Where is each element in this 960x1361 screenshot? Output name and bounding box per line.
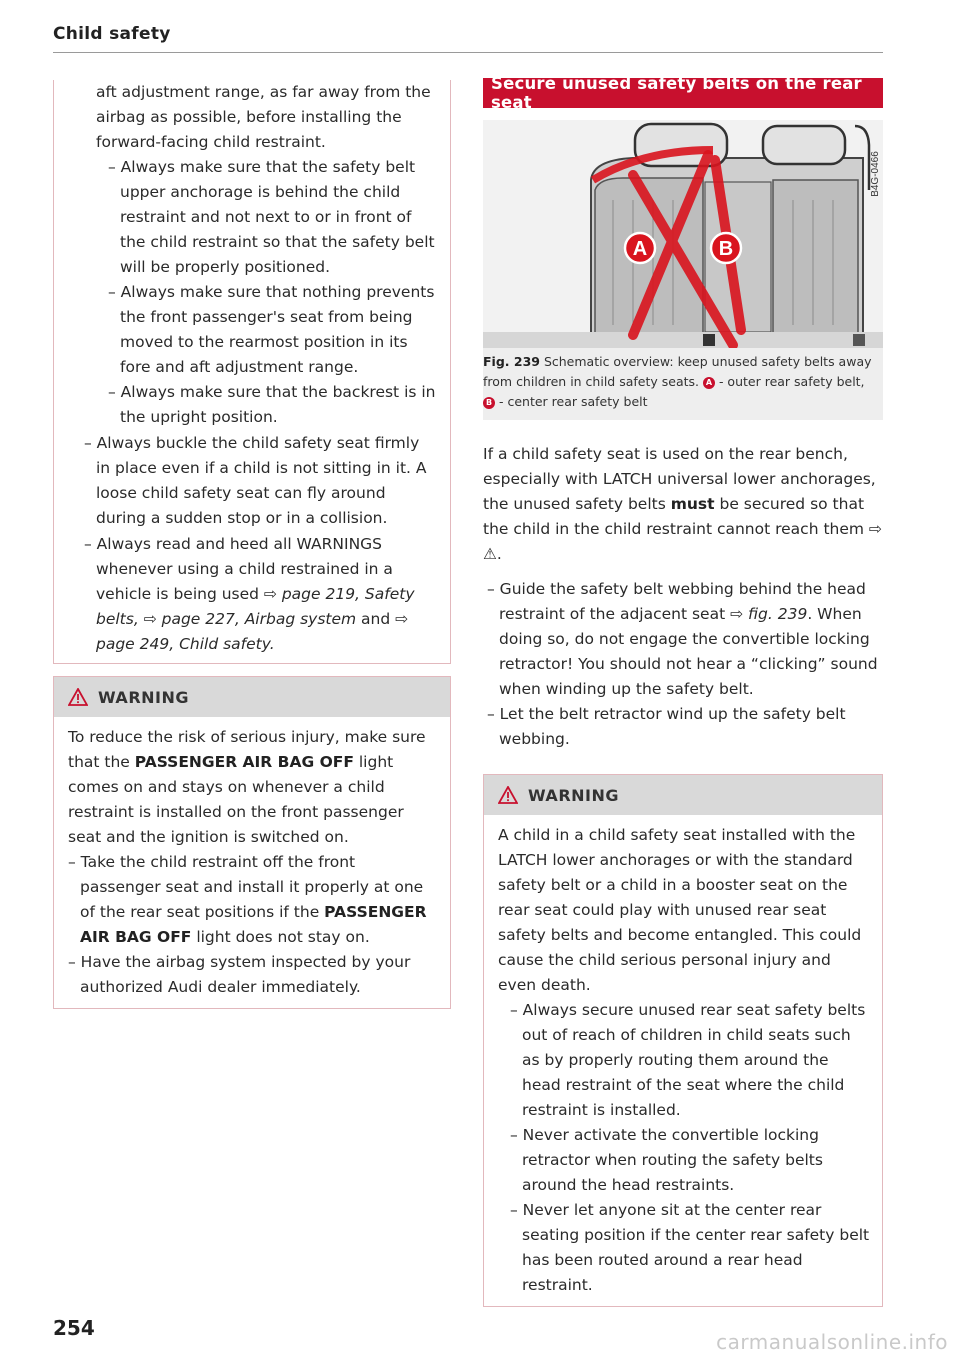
warning-bullet-locking-retractor: – Never activate the convertible locking retractor when routing the safety belts around the head restraints. xyxy=(510,1126,823,1194)
left-column xyxy=(53,80,451,1009)
warning-bullet-move-restraint: – Take the child restraint off the front passenger seat and install it properly at one of the rear seat positions if the PASSENGER AIR BAG OFF light does not stay on. xyxy=(68,853,427,946)
sub-bullet-upper-anchorage: – Always make sure that the safety belt upper anchorage is behind the child restraint and not next to or in front of the child restraint so that the safety belt will be properly positioned. xyxy=(108,158,435,276)
figure-marker-a: A xyxy=(632,238,648,260)
watermark: carmanualsonline.info xyxy=(716,1330,948,1354)
bullet-guide-webbing: – Guide the safety belt webbing behind the head restraint of the adjacent seat ⇨ fig. 239. When doing so, do not engage the convertible locking retractor! You should not hear a “clicking” sound when winding up the safety belt. xyxy=(487,580,878,698)
warning-label: WARNING xyxy=(98,687,189,707)
bullet-buckle-seat: – Always buckle the child safety seat firmly in place even if a child is not sitting in it. A loose child safety seat can fly around during a sudden stop or in a collision. xyxy=(84,434,427,527)
sub-bullet-seat-position: – Always make sure that nothing prevents the front passenger's seat from being moved to the rearmost position in its fore and aft adjustment range. xyxy=(108,283,435,376)
continued-paragraph: aft adjustment range, as far away from the airbag as possible, before installing the forward-facing child restraint. xyxy=(96,83,431,151)
warning-bullet-secure-belts: – Always secure unused rear seat safety belts out of reach of children in child seats such as by properly routing them around the head restraint of the seat where the child restraint is installed. xyxy=(510,1001,866,1119)
xref-safety-belts[interactable]: ⇨ page 219, Safety belts, xyxy=(96,585,415,628)
warning-paragraph: To reduce the risk of serious injury, make sure that the PASSENGER AIR BAG OFF light comes on and stays on whenever a child restraint is installed on the front passenger seat and the ignition is switched on. xyxy=(68,728,426,846)
page-number: 254 xyxy=(53,1316,95,1340)
section-title: Secure unused safety belts on the rear seat xyxy=(483,78,883,108)
figure-code: B4G-0466 xyxy=(870,151,881,197)
figure-caption: Fig. 239 Schematic overview: keep unused safety belts away from children in child safety seats. A - outer rear safety belt, B - center rear safety belt xyxy=(483,354,872,409)
warning-bullet-center-seat: – Never let anyone sit at the center rear seating position if the center rear safety belt has been routed around a rear head restraint. xyxy=(510,1201,870,1294)
bullet-read-warnings: – Always read and heed all WARNINGS whenever using a child restrained in a vehicle is being used ⇨ page 219, Safety belts, ⇨ page 227, Airbag system and ⇨ page 249, Child safety. xyxy=(84,535,415,653)
warning-triangle-icon xyxy=(498,786,518,804)
caption-marker-b: B xyxy=(483,397,495,409)
warning-triangle-icon xyxy=(68,688,88,706)
xref-child-safety[interactable]: ⇨ page 249, Child safety. xyxy=(96,610,409,653)
rear-seat-belt-illustration xyxy=(483,120,883,348)
header-rule xyxy=(53,52,883,53)
body-paragraph: If a child safety seat is used on the rear bench, especially with LATCH universal lower anchorages, the unused safety belts must be secured so that the child in the child restraint cannot reach them ⇨ ⚠. xyxy=(483,445,882,563)
figure-239 xyxy=(483,120,883,420)
continued-box xyxy=(53,80,451,664)
warning-box-airbag xyxy=(53,676,451,1009)
caption-marker-a: A xyxy=(703,377,715,389)
warning-header xyxy=(54,677,450,717)
warning-bullet-inspect: – Have the airbag system inspected by your authorized Audi dealer immediately. xyxy=(68,953,411,996)
warning-header xyxy=(484,775,882,815)
xref-fig-239[interactable]: ⇨ fig. 239 xyxy=(730,605,808,623)
warning-box-entanglement xyxy=(483,774,883,1307)
warning-paragraph: A child in a child safety seat installed with the LATCH lower anchorages or with the standard safety belt or a child in a booster seat on the rear seat could play with unused rear seat safety belts and become entangled. This could cause the child serious personal injury and even death. xyxy=(498,826,862,994)
sub-bullet-backrest: – Always make sure that the backrest is in the upright position. xyxy=(108,383,436,426)
figure-marker-b: B xyxy=(718,238,734,260)
warning-body xyxy=(484,815,882,1306)
right-column xyxy=(483,74,883,1307)
warning-label: WARNING xyxy=(528,785,619,805)
bullet-retractor: – Let the belt retractor wind up the safety belt webbing. xyxy=(487,705,846,748)
running-header: Child safety xyxy=(53,24,171,44)
warning-body xyxy=(54,717,450,1008)
xref-airbag-system[interactable]: ⇨ page 227, Airbag system xyxy=(143,610,357,628)
